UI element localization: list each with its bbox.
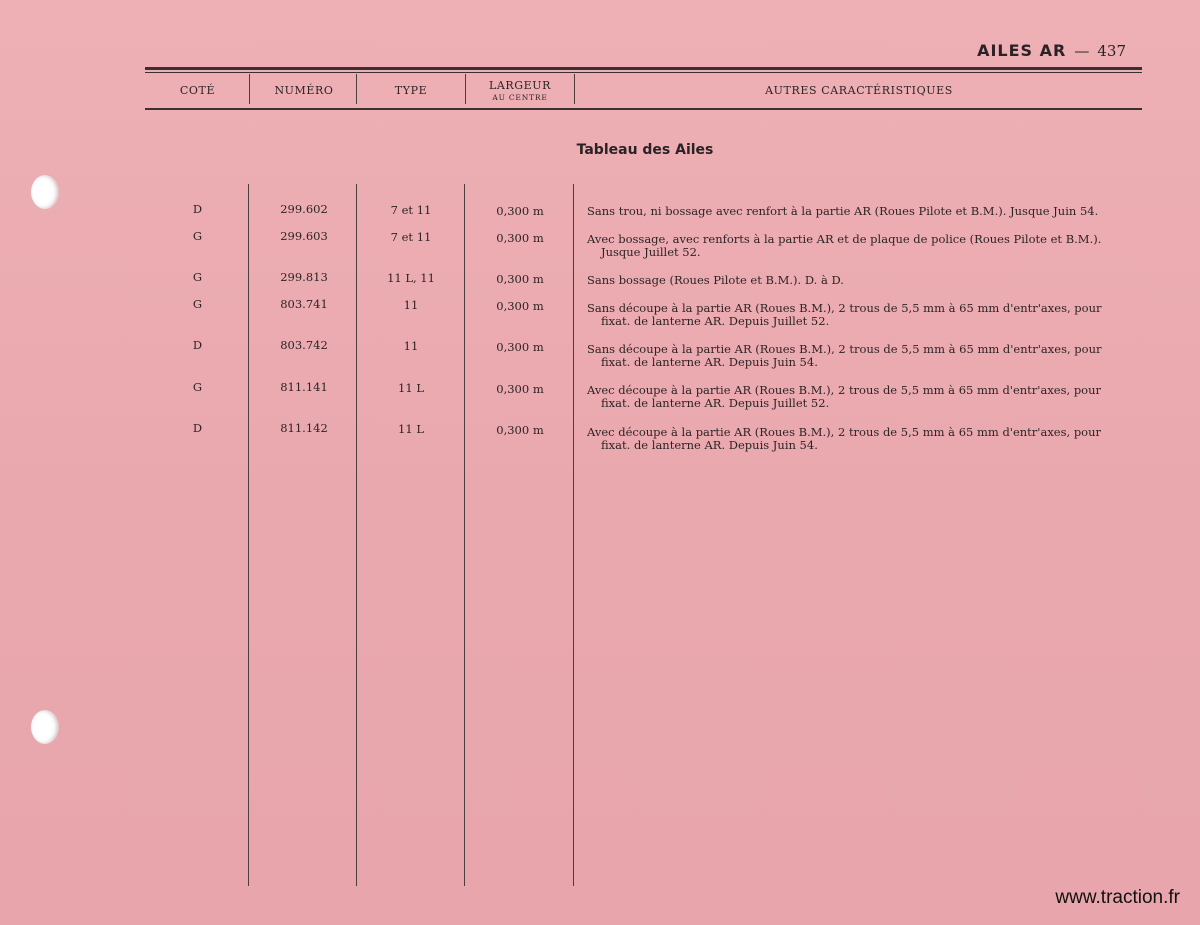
binder-hole-top — [31, 175, 59, 209]
header-divider-1 — [249, 74, 250, 104]
cell-description — [587, 343, 1140, 369]
section-title: AILES AR — [977, 41, 1067, 60]
column-divider-3 — [464, 184, 465, 886]
description-line-1: Sans bossage (Roues Pilote et B.M.). D. à D. — [587, 273, 844, 287]
cell-description — [587, 384, 1140, 410]
cell-cote: G — [192, 297, 203, 311]
cell-numero: 803.742 — [280, 338, 328, 352]
column-header-numero — [252, 75, 356, 105]
header-rule-thin — [145, 72, 1142, 73]
cell-largeur: 0,300 m — [496, 340, 544, 354]
column-header-numero-label: NUMÉRO — [274, 83, 334, 97]
column-header-type — [358, 75, 464, 105]
description-line-2: fixat. de lanterne AR. Depuis Juillet 52. — [601, 314, 830, 328]
description-line-1: Avec découpe à la partie AR (Roues B.M.), 2 trous de 5,5 mm à 65 mm d'entr'axes, pour — [587, 383, 1102, 397]
cell-largeur: 0,300 m — [496, 299, 544, 313]
cell-type: 11 — [403, 339, 419, 353]
cell-cote: G — [192, 380, 203, 394]
cell-largeur: 0,300 m — [496, 272, 544, 286]
cell-numero: 299.813 — [280, 270, 328, 284]
column-header-cote-label: COTÉ — [179, 83, 216, 97]
cell-cote: G — [192, 229, 203, 243]
cell-type: 7 et 11 — [390, 203, 432, 217]
cell-largeur: 0,300 m — [496, 423, 544, 437]
description-line-1: Avec découpe à la partie AR (Roues B.M.), 2 trous de 5,5 mm à 65 mm d'entr'axes, pour — [587, 425, 1102, 439]
cell-numero: 811.142 — [280, 421, 328, 435]
column-divider-1 — [248, 184, 249, 886]
cell-numero: 299.603 — [280, 229, 328, 243]
header-dash: — — [1074, 42, 1090, 60]
column-header-largeur-sub: AU CENTRE — [492, 92, 548, 102]
header-divider-4 — [574, 74, 575, 104]
page-number: 437 — [1097, 42, 1126, 60]
description-line-1: Avec bossage, avec renforts à la partie AR et de plaque de police (Roues Pilote et B.M.). — [587, 232, 1102, 246]
description-line-2: fixat. de lanterne AR. Depuis Juillet 52. — [601, 396, 830, 410]
cell-description — [587, 302, 1140, 328]
cell-type: 11 L — [398, 381, 424, 395]
cell-numero: 299.602 — [280, 202, 328, 216]
cell-cote: D — [192, 338, 203, 352]
watermark-url: www.traction.fr — [1055, 887, 1180, 908]
binder-hole-bottom — [31, 710, 59, 744]
header-rule-bottom — [145, 108, 1142, 110]
description-line-2: fixat. de lanterne AR. Depuis Juin 54. — [601, 355, 818, 369]
column-divider-2 — [356, 184, 357, 886]
column-header-autres — [576, 75, 1142, 105]
cell-largeur: 0,300 m — [496, 382, 544, 396]
column-header-cote — [150, 75, 245, 105]
cell-largeur: 0,300 m — [496, 231, 544, 245]
description-line-1: Sans découpe à la partie AR (Roues B.M.), 2 trous de 5,5 mm à 65 mm d'entr'axes, pour — [587, 342, 1102, 356]
cell-cote: G — [192, 270, 203, 284]
cell-numero: 803.741 — [280, 297, 328, 311]
cell-type: 7 et 11 — [390, 230, 432, 244]
description-line-2: Jusque Juillet 52. — [601, 245, 701, 259]
cell-type: 11 L — [398, 422, 424, 436]
cell-type: 11 — [403, 298, 419, 312]
running-head — [977, 41, 1126, 63]
description-line-1: Sans découpe à la partie AR (Roues B.M.), 2 trous de 5,5 mm à 65 mm d'entr'axes, pour — [587, 301, 1102, 315]
column-header-type-label: TYPE — [394, 83, 428, 97]
description-line-1: Sans trou, ni bossage avec renfort à la partie AR (Roues Pilote et B.M.). Jusque Juin 54. — [587, 204, 1099, 218]
header-rule-thick — [145, 67, 1142, 70]
column-header-autres-label: AUTRES CARACTÉRISTIQUES — [765, 83, 953, 97]
cell-cote: D — [192, 421, 203, 435]
cell-type: 11 L, 11 — [387, 271, 435, 285]
cell-description — [587, 426, 1140, 452]
header-divider-2 — [356, 74, 357, 104]
header-divider-3 — [465, 74, 466, 104]
cell-description — [587, 274, 1140, 287]
column-divider-4 — [573, 184, 574, 886]
description-line-2: fixat. de lanterne AR. Depuis Juin 54. — [601, 438, 818, 452]
cell-numero: 811.141 — [280, 380, 328, 394]
cell-description — [587, 205, 1140, 218]
cell-largeur: 0,300 m — [496, 204, 544, 218]
table-title: Tableau des Ailes — [576, 142, 714, 158]
column-header-largeur — [466, 75, 574, 105]
column-header-largeur-label: LARGEUR — [488, 78, 552, 92]
cell-cote: D — [192, 202, 203, 216]
cell-description — [587, 233, 1140, 259]
